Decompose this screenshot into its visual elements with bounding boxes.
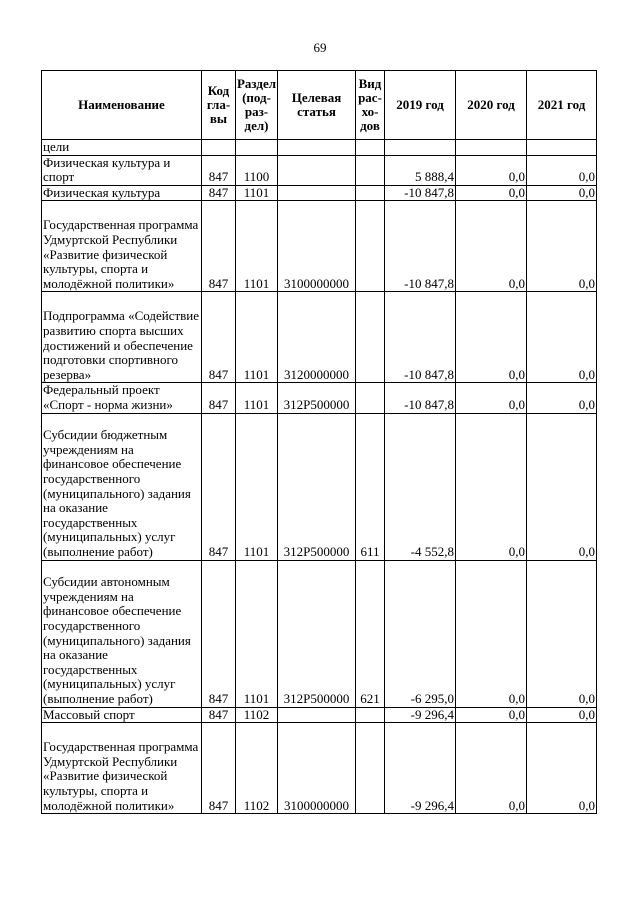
row-chapter: 847 [202,155,236,185]
row-type [356,140,385,156]
header-row [42,71,597,140]
row-section: 1101 [236,185,278,201]
row-name: Субсидии автономным учреждениям на финансовое обеспечение государственного (муниципального) задания на оказание государственных (муниципальных) услуг (выполнение работ) [42,560,202,707]
table-row [42,560,597,707]
row-2020: 0,0 [456,413,527,560]
row-type [356,185,385,201]
table-row [42,723,597,814]
row-chapter: 847 [202,185,236,201]
row-2019 [385,140,456,156]
row-2020: 0,0 [456,185,527,201]
row-chapter [202,140,236,156]
row-2021: 0,0 [527,723,597,814]
row-2020: 0,0 [456,201,527,292]
row-2020 [456,140,527,156]
table-row [42,201,597,292]
row-name: Государственная программа Удмуртской Республики «Развитие физической культуры, спорта и молодёжной политики» [42,723,202,814]
table-row [42,155,597,185]
row-2019: -6 295,0 [385,560,456,707]
budget-table [41,70,597,814]
table-row [42,413,597,560]
row-2019: -10 847,8 [385,185,456,201]
row-target: 3120000000 [278,292,356,383]
row-section: 1102 [236,723,278,814]
row-name: Подпрограмма «Содействие развитию спорта высших достижений и обеспечение подготовки спортивного резерва» [42,292,202,383]
row-section: 1101 [236,413,278,560]
row-2021: 0,0 [527,560,597,707]
table-row [42,383,597,413]
row-type [356,723,385,814]
header-2019: 2019 год [385,71,456,140]
row-chapter: 847 [202,201,236,292]
header-2021: 2021 год [527,71,597,140]
row-2020: 0,0 [456,383,527,413]
row-2021: 0,0 [527,185,597,201]
row-target [278,185,356,201]
row-2019: -9 296,4 [385,707,456,723]
row-section: 1101 [236,383,278,413]
header-chapter-code: Код гла- вы [202,71,236,140]
row-name: Федеральный проект «Спорт - норма жизни» [42,383,202,413]
row-name: Массовый спорт [42,707,202,723]
row-chapter: 847 [202,383,236,413]
row-name: Физическая культура [42,185,202,201]
row-type [356,383,385,413]
row-chapter: 847 [202,292,236,383]
row-target [278,707,356,723]
row-2020: 0,0 [456,155,527,185]
row-type [356,201,385,292]
header-section: Раздел (под- раз- дел) [236,71,278,140]
table-row [42,292,597,383]
row-target [278,140,356,156]
row-target [278,155,356,185]
row-2021: 0,0 [527,707,597,723]
row-section: 1101 [236,560,278,707]
row-2020: 0,0 [456,292,527,383]
row-type: 611 [356,413,385,560]
row-name: цели [42,140,202,156]
row-2020: 0,0 [456,707,527,723]
header-2020: 2020 год [456,71,527,140]
row-section: 1101 [236,201,278,292]
row-section [236,140,278,156]
row-name: Субсидии бюджетным учреждениям на финансовое обеспечение государственного (муниципального) задания на оказание государственных (муниципальных) услуг (выполнение работ) [42,413,202,560]
row-chapter: 847 [202,723,236,814]
header-name: Наименование [42,71,202,140]
row-target: 312P500000 [278,560,356,707]
row-2019: -10 847,8 [385,292,456,383]
row-target: 312P500000 [278,383,356,413]
row-type [356,155,385,185]
row-section: 1100 [236,155,278,185]
row-type: 621 [356,560,385,707]
row-target: 312P500000 [278,413,356,560]
row-section: 1101 [236,292,278,383]
row-2019: -10 847,8 [385,201,456,292]
row-2019: -10 847,8 [385,383,456,413]
table-row [42,140,597,156]
row-type [356,292,385,383]
row-2020: 0,0 [456,723,527,814]
row-chapter: 847 [202,560,236,707]
row-name: Физическая культура и спорт [42,155,202,185]
row-2020: 0,0 [456,560,527,707]
row-2021: 0,0 [527,383,597,413]
row-section: 1102 [236,707,278,723]
row-name: Государственная программа Удмуртской Республики «Развитие физической культуры, спорта и молодёжной политики» [42,201,202,292]
row-chapter: 847 [202,707,236,723]
row-2021: 0,0 [527,155,597,185]
page-number: 69 [313,40,327,55]
row-2021: 0,0 [527,292,597,383]
row-2019: 5 888,4 [385,155,456,185]
row-2019: -4 552,8 [385,413,456,560]
row-target: 3100000000 [278,201,356,292]
header-expense-type: Вид рас- хо- дов [356,71,385,140]
row-chapter: 847 [202,413,236,560]
row-type [356,707,385,723]
header-target-article: Целевая статья [278,71,356,140]
row-2021 [527,140,597,156]
row-2021: 0,0 [527,201,597,292]
table-row [42,185,597,201]
row-2019: -9 296,4 [385,723,456,814]
table-row [42,707,597,723]
row-2021: 0,0 [527,413,597,560]
row-target: 3100000000 [278,723,356,814]
